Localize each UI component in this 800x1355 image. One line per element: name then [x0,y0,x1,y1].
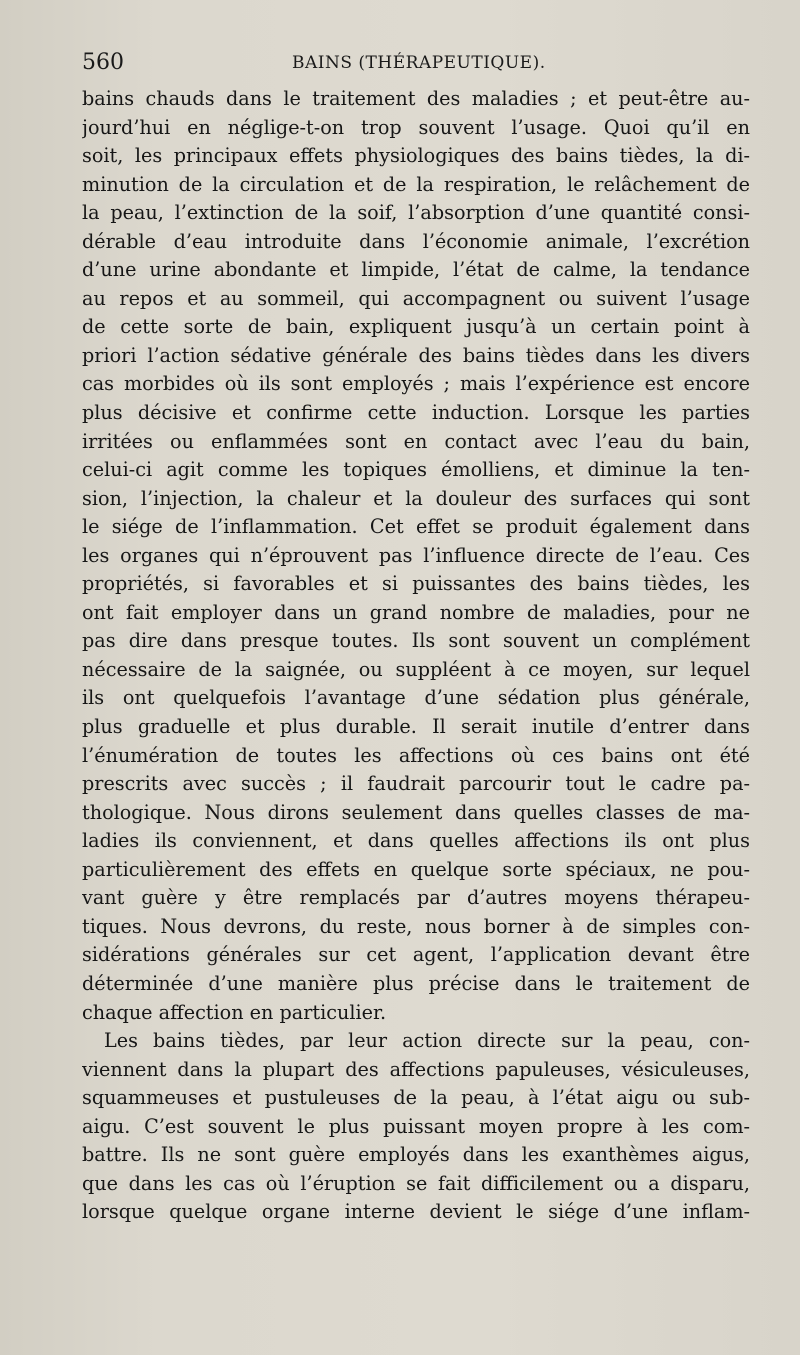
text-line: sion, l’injection, la chaleur et la douleur des surfaces qui sont [82,486,750,510]
text-line: prescrits avec succès ; il faudrait parcourir tout le cadre pa- [82,772,750,796]
text-line: thologique. Nous dirons seulement dans quelles classes de ma- [82,800,750,824]
text-line: minution de la circulation et de la respiration, le relâchement de [82,172,750,196]
text-line: battre. Ils ne sont guère employés dans les exanthèmes aigus, [82,1143,750,1167]
text-line: vant guère y être remplacés par d’autres moyens thérapeu- [82,886,750,910]
text-line: jourd’hui en néglige-t-on trop souvent l’usage. Quoi qu’il en [82,115,750,139]
page-number: 560 [82,50,124,75]
text-line: nécessaire de la saignée, ou suppléent à ce moyen, sur lequel [82,657,750,681]
text-line: déterminée d’une manière plus précise dans le traitement de [82,971,750,995]
text-line: que dans les cas où l’éruption se fait difficilement ou a disparu, [82,1171,750,1195]
text-line: particulièrement des effets en quelque sorte spéciaux, ne pou- [82,857,750,881]
text-line: d’une urine abondante et limpide, l’état de calme, la tendance [82,258,750,282]
text-line: bains chauds dans le traitement des maladies ; et peut-être au- [82,87,750,110]
text-line: les organes qui n’éprouvent pas l’influence directe de l’eau. Ces [82,543,750,567]
text-line: propriétés, si favorables et si puissantes des bains tièdes, les [82,572,750,596]
text-line: sidérations générales sur cet agent, l’application devant être [82,943,750,967]
running-head: BAINS (THÉRAPEUTIQUE). [292,53,546,73]
text-line: viennent dans la plupart des affections papuleuses, vésiculeuses, [82,1057,750,1081]
text-line: au repos et au sommeil, qui accompagnent ou suivent l’usage [82,286,750,310]
text-line: l’énumération de toutes les affections où ces bains ont été [82,743,750,767]
text-line: irritées ou enflammées sont en contact avec l’eau du bain, [82,429,750,453]
text-line: pas dire dans presque toutes. Ils sont souvent un complément [82,629,750,653]
text-line: ils ont quelquefois l’avantage d’une sédation plus générale, [82,686,750,710]
text-line: cas morbides où ils sont employés ; mais l’expérience est encore [82,372,750,396]
paragraph-start-line: Les bains tièdes, par leur action directe sur la peau, con- [104,1029,750,1053]
text-line: ladies ils conviennent, et dans quelles affections ils ont plus [82,829,750,853]
text-line: priori l’action sédative générale des bains tièdes dans les divers [82,343,750,367]
text-line: le siége de l’inflammation. Cet effet se produit également dans [82,515,750,539]
text-line: plus graduelle et plus durable. Il serait inutile d’entrer dans [82,715,750,739]
text-line: de cette sorte de bain, expliquent jusqu’à un certain point à [82,315,750,339]
text-line: celui-ci agit comme les topiques émolliens, et diminue la ten- [82,458,750,482]
text-line: plus décisive et confirme cette induction. Lorsque les parties [82,401,750,425]
text-line: squammeuses et pustuleuses de la peau, à l’état aigu ou sub- [82,1086,750,1110]
text-line: lorsque quelque organe interne devient le siége d’une inflam- [82,1200,750,1224]
body-text [82,85,750,1227]
text-line: aigu. C’est souvent le plus puissant moyen propre à les com- [82,1114,750,1138]
text-line: soit, les principaux effets physiologiques des bains tièdes, la di- [82,144,750,168]
text-line: ont fait employer dans un grand nombre de maladies, pour ne [82,600,750,624]
text-line: tiques. Nous devrons, du reste, nous borner à de simples con- [82,914,750,938]
text-line: dérable d’eau introduite dans l’économie animale, l’excrétion [82,229,750,253]
page-header [82,48,752,78]
text-line: la peau, l’extinction de la soif, l’absorption d’une quantité consi- [82,201,750,225]
paragraph-end-line: chaque affection en particulier. [82,1000,387,1024]
